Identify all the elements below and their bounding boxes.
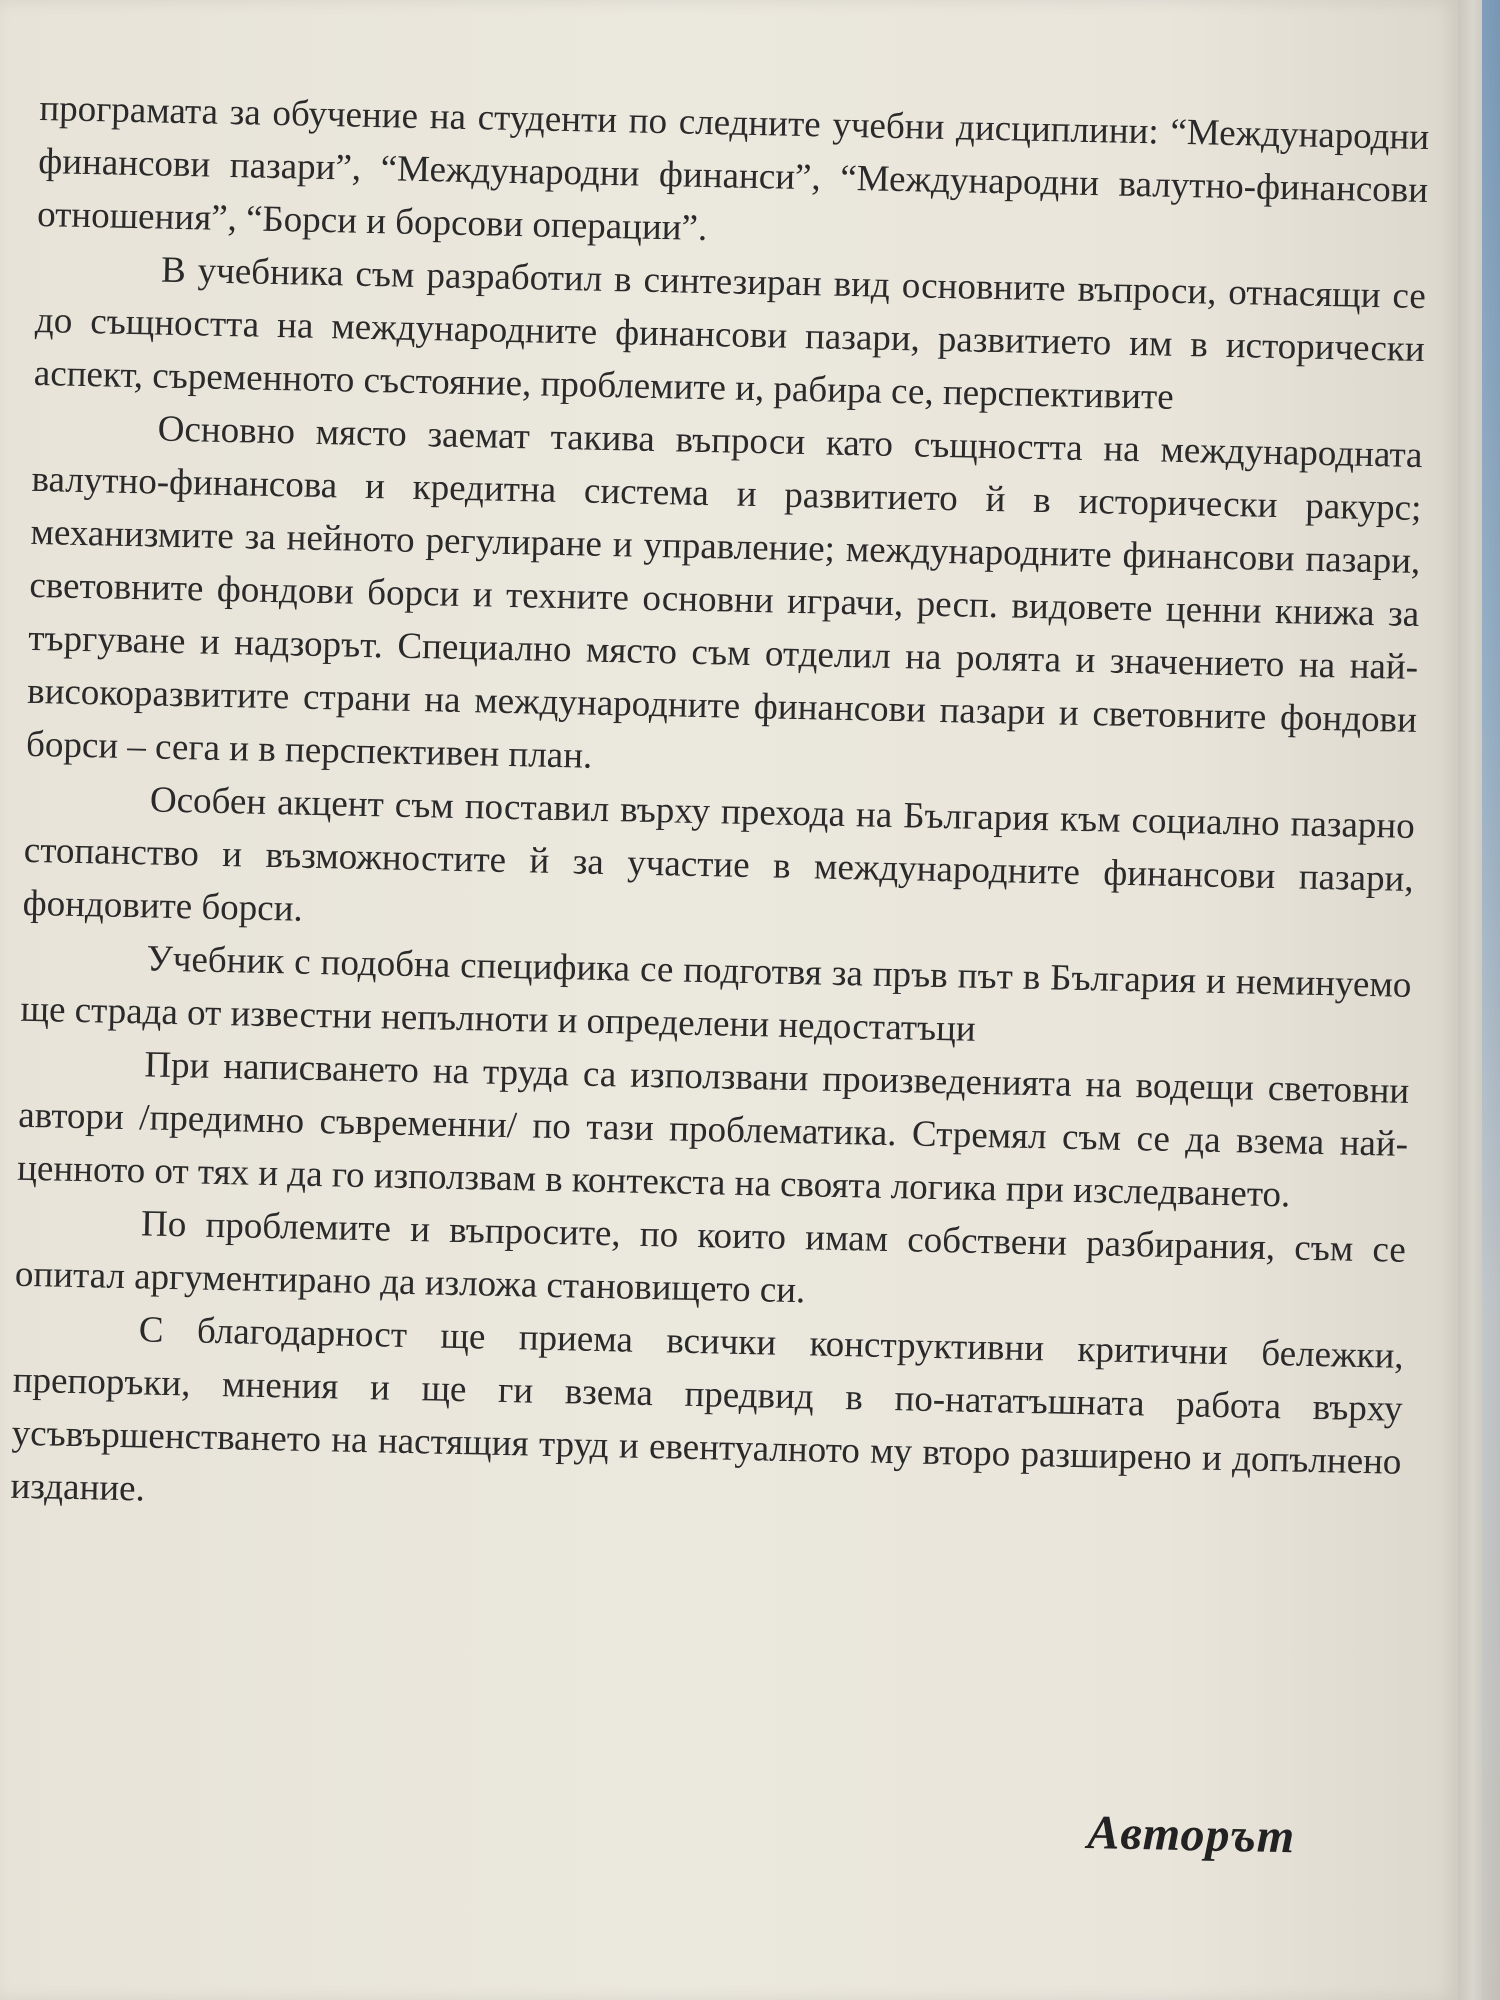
paragraph: При написването на труда са използвани произведенията на водещи световни автори /предимно съвременни/ по тази проблематика. Стремял съм се да взема най-ценното от тях и да го използвам в контекста на своята логика при изследването. <box>16 1044 1410 1216</box>
paragraph: По проблемите и въпросите, по които имам собствени разбирания, съм се опитал аргументирано да изложа становището си. <box>14 1203 1407 1312</box>
paragraph: Основно място заемат такива въпроси като същността на международната валутно-финансова и кредитна система и развитието й в исторически ракурс; механизмите за нейното регулиране и управление; международните финансови пазари, световните фондови борси и техните основни играчи, респ. видовете ценни книжа за търгуване и надзорът. Специално място съм отделил на ролята и значението на най-високоразвитите страни на международните финансови пазари и световните фондови борси – сега и в перспективен план. <box>25 408 1423 777</box>
page-text <box>10 82 1430 1542</box>
paragraph: С благодарност ще приема всички конструктивни критични бележки, препоръки, мнения и ще ги взема предвид в по-нататъшната работа върху усъвършенстването на настящия труд и евентуалното му второ разширено и допълнено издание. <box>10 1309 1405 1510</box>
background-strip <box>1482 0 1500 2000</box>
paragraph: Учебник с подобна специфика се подготвя за пръв път в България и неминуемо ще страда от известни непълноти и определени недостатъци <box>20 938 1412 1050</box>
author-signature: Авторът <box>1086 1805 1296 1864</box>
paragraph: Особен акцент съм поставил върху прехода на България към социално пазарно стопанство и възможностите й за участие в международните финансови пазари, фондовите борси. <box>22 779 1416 930</box>
paragraph: В учебника съм разработил в синтезиран вид основните въпроси, отнасящи се до същността на международните финансови пазари, развитието им в исторически аспект, съременното състояние, проблемите и, рабира се, перспективите <box>33 249 1427 418</box>
paragraph: програмата за обучение на студенти по следните учебни дисциплини: “Международни финансови пазари”, “Международни финанси”, “Международни валутно-финансови отношения”, “Борси и борсови операции”. <box>36 87 1430 250</box>
